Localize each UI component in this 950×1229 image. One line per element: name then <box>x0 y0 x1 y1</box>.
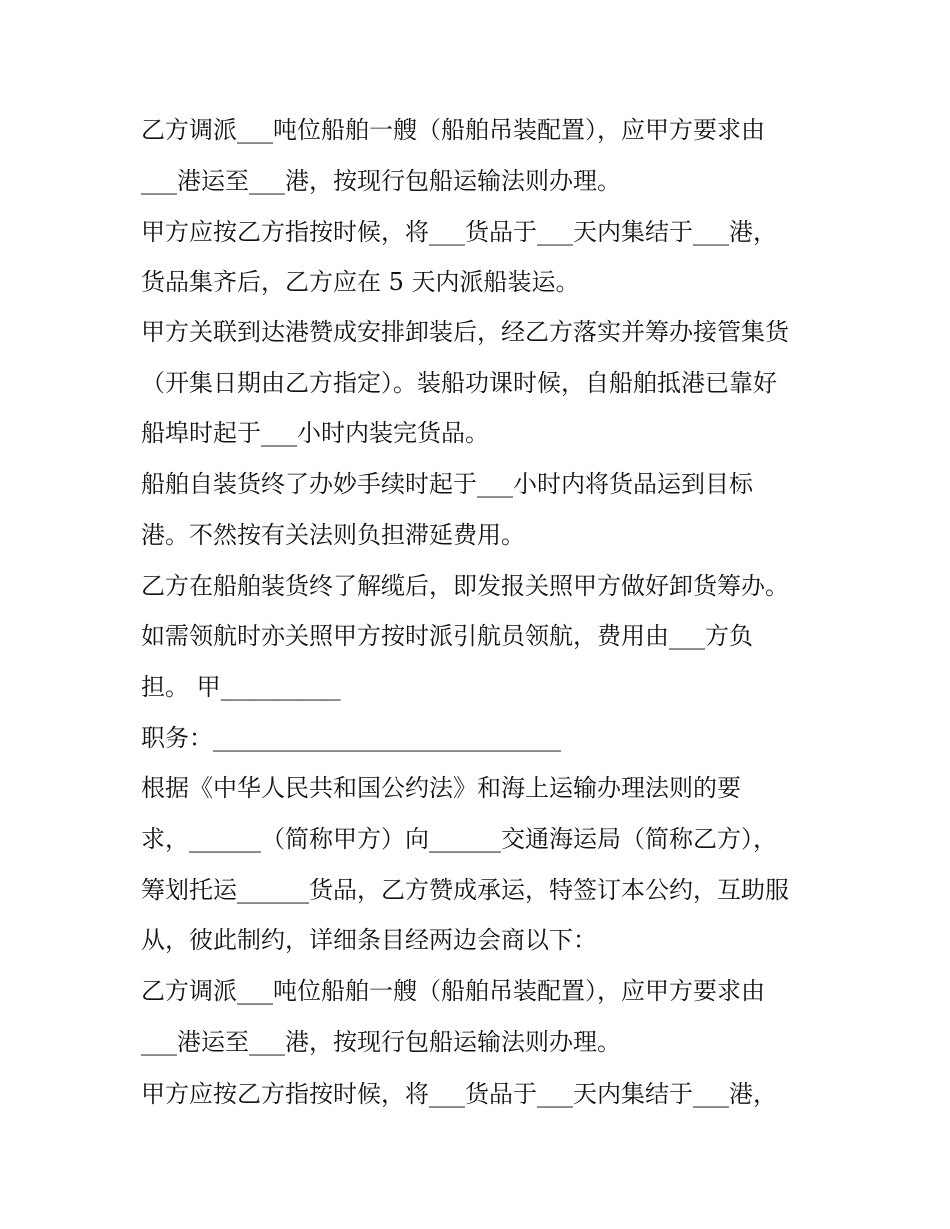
text-line: 求，______（简称甲方）向______交通海运局（简称乙方）， <box>141 825 777 853</box>
text-line: 从，彼此制约，详细条目经两边会商以下： <box>141 926 597 954</box>
text-line: 甲方应按乙方指按时候，将___货品于___天内集结于___港， <box>141 1080 777 1108</box>
text-line: 担。 甲__________ <box>141 673 341 701</box>
text-line: 乙方在船舶装货终了解缆后，即发报关照甲方做好卸货筹办。 <box>141 572 789 600</box>
text-line: （开集日期由乙方指定）。装船功课时候，自船舶抵港已靠好 <box>141 369 777 397</box>
text-line: 乙方调派___吨位船舶一艘（船舶吊装配置），应甲方要求由 <box>141 977 765 1005</box>
text-line: ___港运至___港，按现行包船运输法则办理。 <box>141 167 621 195</box>
text-line: 货品集齐后，乙方应在 5 天内派船装运。 <box>141 268 580 296</box>
text-line: 甲方关联到达港赞成安排卸装后，经乙方落实并筹办接管集货 <box>141 318 789 346</box>
text-line: 甲方应按乙方指按时候，将___货品于___天内集结于___港， <box>141 218 777 246</box>
text-line: 船舶自装货终了办妙手续时起于___小时内将货品运到目标 <box>141 470 753 498</box>
text-line: 如需领航时亦关照甲方按时派引航员领航，费用由___方负 <box>141 622 753 650</box>
text-line: 职务：_____________________________ <box>141 724 561 752</box>
text-line: ___港运至___港，按现行包船运输法则办理。 <box>141 1028 621 1056</box>
text-line: 港。不然按有关法则负担滞延费用。 <box>141 521 525 549</box>
text-line: 根据《中华人民共和国公约法》和海上运输办理法则的要 <box>141 774 741 802</box>
text-line: 乙方调派___吨位船舶一艘（船舶吊装配置），应甲方要求由 <box>141 116 765 144</box>
text-line: 筹划托运______货品，乙方赞成承运，特签订本公约，互助服 <box>141 876 789 904</box>
text-line: 船埠时起于___小时内装完货品。 <box>141 419 489 447</box>
